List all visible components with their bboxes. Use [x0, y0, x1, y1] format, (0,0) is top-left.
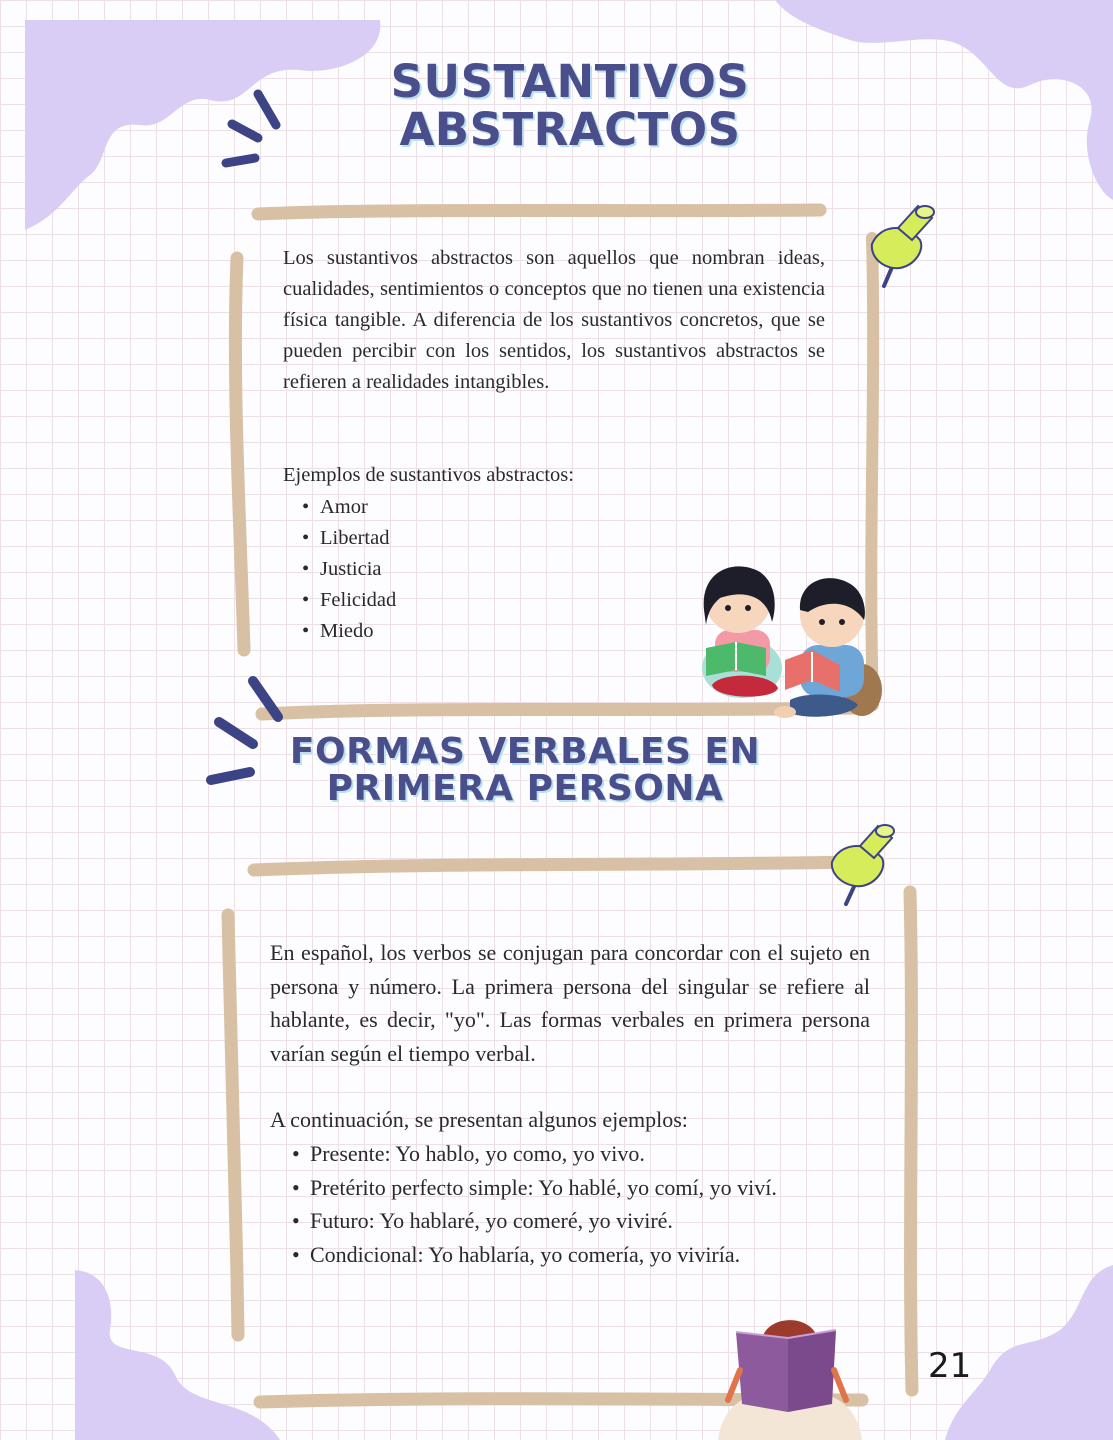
blob-bottom-left	[75, 1270, 280, 1440]
section-1-examples-heading: Ejemplos de sustantivos abstractos:	[283, 464, 574, 486]
section-2-examples-heading: A continuación, se presentan algunos ejemplos:	[270, 1107, 688, 1132]
section-2-paragraph: En español, los verbos se conjugan para concordar con el sujeto en persona y número. La primera persona del singular se refiere al hablante, es decir, "yo". Las formas verbales en primera persona varían según el tiempo verbal.	[270, 940, 870, 1066]
list-item: • Presente: Yo hablo, yo como, yo vivo.	[310, 1137, 777, 1171]
blob-top-left	[25, 20, 380, 230]
list-item: • Justicia	[320, 554, 396, 585]
list-item: • Condicional: Yo hablaría, yo comería, yo viviría.	[310, 1238, 777, 1272]
section-1-examples-list	[320, 492, 396, 647]
pushpin-icon	[832, 825, 894, 904]
list-item: • Miedo	[320, 616, 396, 647]
section-2-title	[240, 733, 810, 807]
list-item: • Amor	[320, 492, 396, 523]
list-item: • Felicidad	[320, 585, 396, 616]
section-2-examples-list	[310, 1137, 777, 1271]
title-line: ABSTRACTOS	[399, 103, 741, 156]
page-number: 21	[928, 1346, 972, 1386]
section-1-title	[330, 55, 810, 156]
list-item: • Pretérito perfecto simple: Yo hablé, yo comí, yo viví.	[310, 1171, 777, 1205]
blob-top-right	[775, 0, 1113, 200]
section-1-paragraph: Los sustantivos abstractos son aquellos que nombran ideas, cualidades, sentimientos o conceptos que no tienen una existencia física tangible. A diferencia de los sustantivos concretos, que se pueden percibir con los sentidos, los sustantivos abstractos se refieren a realidades intangibles.	[283, 247, 825, 393]
title-line: FORMAS VERBALES EN	[289, 731, 761, 772]
person-reading-illustration	[718, 1320, 862, 1440]
pushpin-icon	[872, 206, 934, 286]
children-reading-illustration	[702, 566, 882, 718]
accent-dashes-icon	[226, 94, 276, 163]
title-line: SUSTANTIVOS	[390, 55, 750, 108]
list-item: • Libertad	[320, 523, 396, 554]
list-item: • Futuro: Yo hablaré, yo comeré, yo viviré.	[310, 1204, 777, 1238]
title-line: PRIMERA PERSONA	[326, 768, 724, 809]
